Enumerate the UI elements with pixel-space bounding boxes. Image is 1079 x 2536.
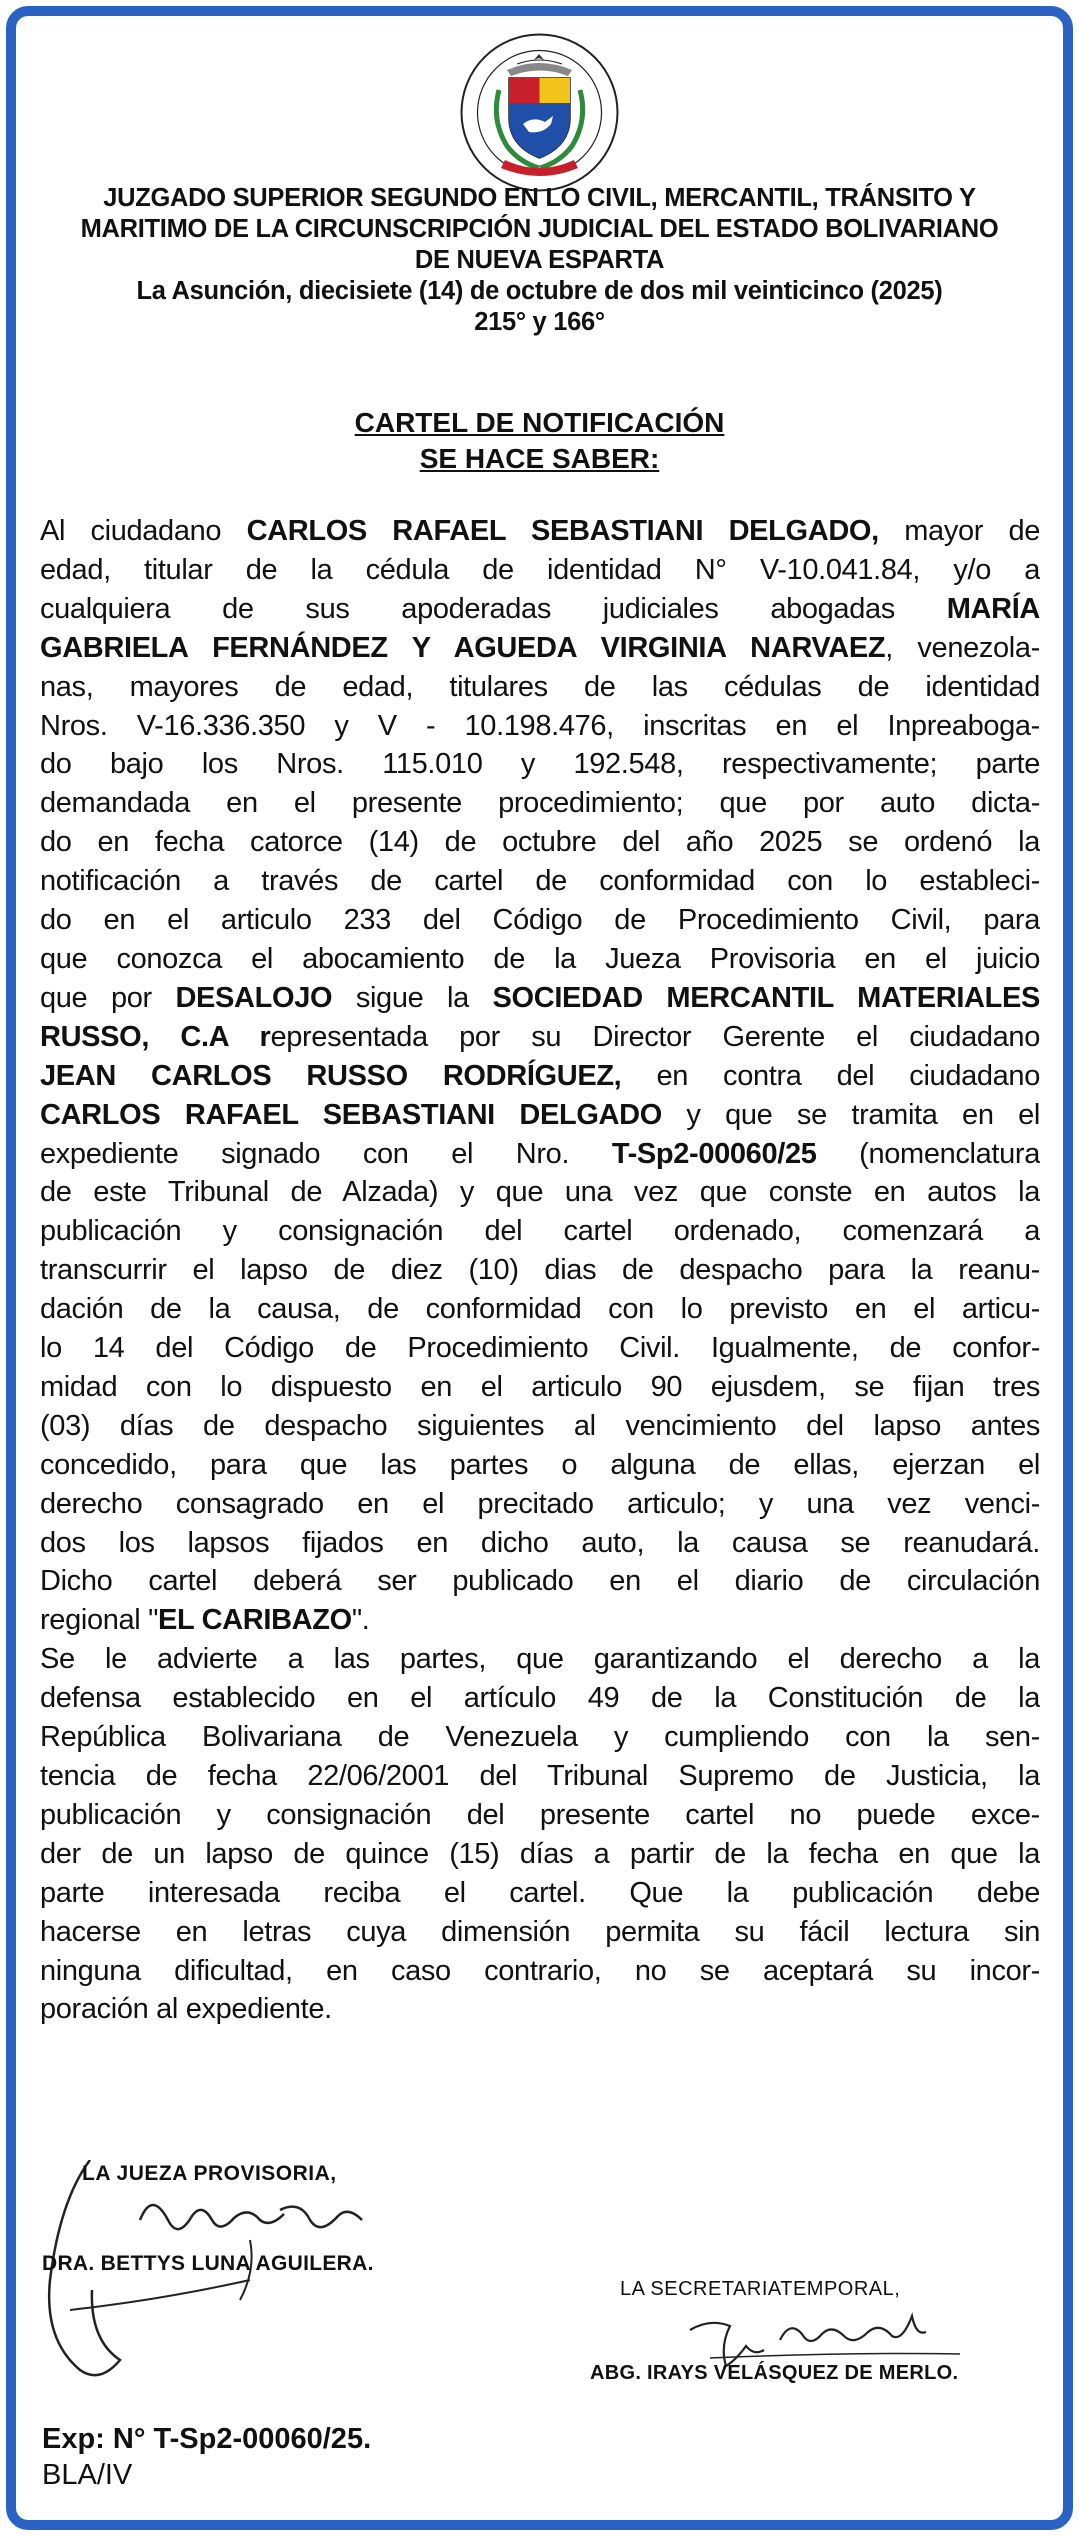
body-text: concedido, para que las partes o alguna de ellas, ejerzan el (40, 1448, 1040, 1481)
court-header (40, 183, 1039, 338)
body-line (40, 1485, 1040, 1524)
body-text: mayor de (878, 515, 1040, 547)
footer (42, 2421, 371, 2493)
expedient-number: Exp: N° T-Sp2-00060/25. (42, 2423, 372, 2455)
body-text: Nros. V-16.336.350 y V - 10.198.476, inscritas en el Inpreaboga- (40, 709, 1040, 742)
body-line (40, 745, 1040, 784)
body-text: poración al expediente. (40, 1993, 332, 2026)
court-line-2: MARITIMO DE LA CIRCUNSCRIPCIÓN JUDICIAL DEL ESTADO BOLIVARIANO (80, 215, 999, 243)
body-line (40, 862, 1040, 901)
body-line (40, 707, 1040, 746)
body-line (40, 1562, 1040, 1601)
body-text: midad con lo dispuesto en el articulo 90 ejusdem, se fijan tres (40, 1370, 1040, 1403)
date-line: La Asunción, diecisiete (14) de octubre de dos mil veinticinco (2025) (136, 277, 943, 305)
body-text: tencia de fecha 22/06/2001 del Tribunal Supremo de Justicia, la (40, 1760, 1040, 1792)
body-text: parte interesada reciba el cartel. Que la publicación debe (40, 1876, 1040, 1909)
body-text: cualquiera de sus apoderadas judiciales abogadas (40, 592, 947, 625)
body-text: sigue la (332, 981, 493, 1014)
body-text: (03) días de despacho siguientes al vencimiento del lapso antes (40, 1409, 1040, 1442)
notice-title: CARTEL DE NOTIFICACIÓN (354, 407, 725, 438)
body-line (40, 1096, 1040, 1135)
judge-name: DRA. BETTYS LUNA AGUILERA. (42, 2252, 374, 2275)
body-line (40, 901, 1040, 940)
body-bold-text: CARLOS RAFAEL SEBASTIANI DELGADO, (246, 515, 879, 547)
body-bold-text: T-Sp2-00060/25 (611, 1137, 817, 1170)
body-line (40, 1601, 1040, 1640)
body-line (40, 1913, 1040, 1952)
body-text: Al ciudadano (40, 515, 247, 547)
body-line (40, 940, 1040, 979)
body-line (40, 1796, 1040, 1835)
body-text: República Bolivariana de Venezuela y cumpliendo con la sen- (40, 1721, 1040, 1754)
body-text: ninguna dificultad, en caso contrario, no se aceptará su incor- (40, 1954, 1040, 1987)
body-text: notificación a través de cartel de conformidad con lo estableci- (40, 865, 1040, 898)
body-line (40, 1251, 1040, 1290)
body-line (40, 1679, 1040, 1718)
body-line (40, 823, 1040, 862)
body-line (40, 784, 1040, 823)
body-line (40, 1524, 1040, 1563)
body-text: de este Tribunal de Alzada) y que una vez que conste en autos la (40, 1176, 1040, 1209)
body-text: do en el articulo 233 del Código de Procedimiento Civil, para (40, 904, 1040, 937)
body-line (40, 1368, 1040, 1407)
body-line (40, 1212, 1040, 1251)
body-text: epresentada por su Director Gerente el ciudadano (270, 1020, 1040, 1053)
body-line (40, 590, 1040, 629)
body-text: Dicho cartel deberá ser publicado en el diario de circulación (40, 1565, 1040, 1598)
body-bold-text: JEAN CARLOS RUSSO RODRÍGUEZ, (40, 1059, 622, 1092)
notice-body (40, 512, 1040, 2029)
body-text: der de un lapso de quince (15) días a partir de la fecha en que la (40, 1837, 1040, 1870)
body-line (40, 1407, 1040, 1446)
body-bold-text: DESALOJO (175, 981, 333, 1014)
body-line (40, 1329, 1040, 1368)
body-bold-text: GABRIELA FERNÁNDEZ Y AGUEDA VIRGINIA NARVAEZ (40, 631, 886, 664)
notice-subtitle: SE HACE SABER: (419, 443, 660, 474)
body-text: Se le advierte a las partes, que garantizando el derecho a la (40, 1643, 1040, 1676)
body-text: en contra del ciudadano (621, 1059, 1040, 1092)
body-text: derecho consagrado en el precitado articulo; y una vez venci- (40, 1487, 1040, 1520)
body-bold-text: MARÍA (946, 592, 1040, 625)
body-text: que conozca el abocamiento de la Jueza Provisoria en el juicio (40, 942, 1040, 975)
body-text: (nomenclatura (816, 1137, 1040, 1170)
court-line-1: JUZGADO SUPERIOR SEGUNDO EN LO CIVIL, MERCANTIL, TRÁNSITO Y (103, 184, 976, 212)
coat-of-arms-seal-icon (457, 30, 622, 195)
body-line (40, 1835, 1040, 1874)
body-line (40, 1757, 1040, 1796)
body-line (40, 551, 1040, 590)
body-text: dos los lapsos fijados en dicho auto, la causa se reanudará. (40, 1526, 1040, 1559)
body-line (40, 1018, 1040, 1057)
body-bold-text: SOCIEDAD MERCANTIL MATERIALES (492, 981, 1040, 1014)
body-line (40, 1135, 1040, 1174)
body-line (40, 1290, 1040, 1329)
notice-heading (40, 405, 1039, 477)
body-text: nas, mayores de edad, titulares de las cédulas de identidad (40, 670, 1040, 703)
body-text: regional " (40, 1604, 159, 1637)
body-text: lo 14 del Código de Procedimiento Civil. Igualmente, de confor- (40, 1332, 1040, 1365)
body-line (40, 629, 1040, 668)
body-line (40, 1990, 1040, 2029)
body-line (40, 1874, 1040, 1913)
body-line (40, 1057, 1040, 1096)
secretary-title: LA SECRETARIATEMPORAL, (620, 2278, 901, 2300)
body-bold-text: EL CARIBAZO (158, 1604, 352, 1637)
body-line (40, 1952, 1040, 1991)
body-text: publicación y consignación del presente cartel no puede exce- (40, 1798, 1040, 1831)
body-text: expediente signado con el Nro. (40, 1137, 612, 1170)
body-line (40, 1640, 1040, 1679)
body-text: dación de la causa, de conformidad con lo previsto en el articu- (40, 1293, 1040, 1326)
body-text: do en fecha catorce (14) de octubre del año 2025 se ordenó la (40, 826, 1040, 859)
body-text: hacerse en letras cuya dimensión permita su fácil lectura sin (40, 1915, 1040, 1948)
body-text: publicación y consignación del cartel ordenado, comenzará a (40, 1215, 1040, 1248)
body-text: demandada en el presente procedimiento; que por auto dicta- (40, 787, 1040, 820)
judge-title: LA JUEZA PROVISORIA, (82, 2162, 337, 2185)
era-line: 215° y 166° (474, 308, 605, 336)
secretary-name: ABG. IRAYS VELÁSQUEZ DE MERLO. (590, 2362, 959, 2384)
body-line (40, 1173, 1040, 1212)
body-line (40, 512, 1040, 551)
body-text: que por (40, 981, 176, 1014)
court-line-3: DE NUEVA ESPARTA (414, 246, 665, 274)
body-bold-text: CARLOS RAFAEL SEBASTIANI DELGADO (40, 1098, 662, 1131)
typist-initials: BLA/IV (42, 2459, 133, 2491)
body-line (40, 979, 1040, 1018)
body-text: edad, titular de la cédula de identidad N° V-10.041.84, y/o a (40, 553, 1040, 586)
body-line (40, 668, 1040, 707)
body-text: do bajo los Nros. 115.010 y 192.548, respectivamente; parte (40, 748, 1040, 781)
body-text: ". (351, 1604, 370, 1637)
body-bold-text: RUSSO, C.A r (40, 1020, 271, 1053)
body-line (40, 1446, 1040, 1485)
body-text: , venezola- (885, 631, 1040, 664)
secretary-signature-block (590, 2270, 1050, 2400)
body-text: transcurrir el lapso de diez (10) dias de despacho para la reanu- (40, 1254, 1040, 1287)
body-text: defensa establecido en el artículo 49 de la Constitución de la (40, 1682, 1040, 1715)
judge-signature-block (30, 2160, 450, 2390)
body-line (40, 1718, 1040, 1757)
body-text: y que se tramita en el (661, 1098, 1040, 1131)
